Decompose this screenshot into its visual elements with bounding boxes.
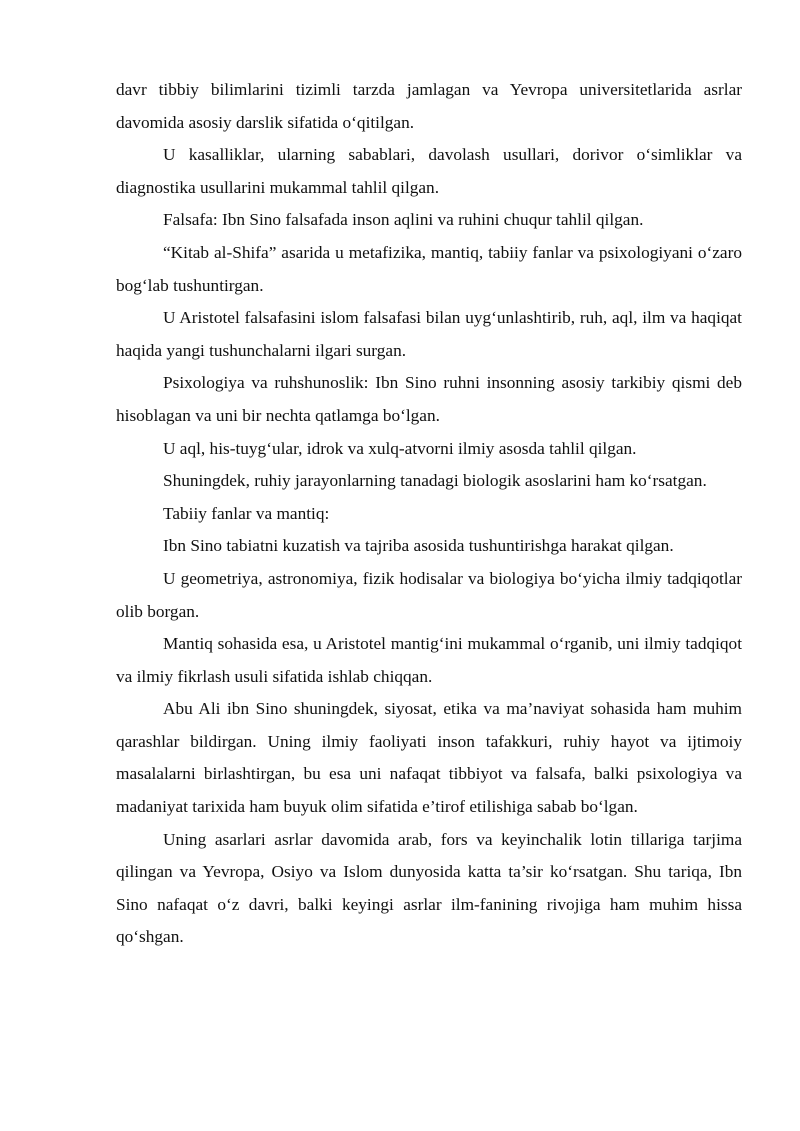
paragraph-politics-ethics: Abu Ali ibn Sino shuningdek, siyosat, etika va ma’naviyat sohasida ham muhim qarashlar bildirgan. Uning ilmiy faoliyati inson tafakkuri, ruhiy hayot va ijtimoiy masalalarni birlashtirgan, bu esa uni nafaqat tibbiyot va falsafa, balki psixologiya va madaniyat tarixida ham buyuk olim sifatida e’tirof etilishiga sabab bo‘lgan. [116, 699, 742, 817]
paragraph-philosophy: Falsafa: Ibn Sino falsafada inson aqlini va ruhini chuqur tahlil qilgan. [163, 210, 644, 230]
paragraph-logic: Mantiq sohasida esa, u Aristotel mantig‘ini mukammal o‘rganib, uni ilmiy tadqiqot va ilmiy fikrlash usuli sifatida ishlab chiqqan. [116, 634, 742, 686]
paragraph-observation: Ibn Sino tabiatni kuzatish va tajriba asosida tushuntirishga harakat qilgan. [163, 536, 674, 556]
paragraph-aristotle-philosophy: U Aristotel falsafasini islom falsafasi bilan uyg‘unlashtirib, ruh, aql, ilm va haqiqat haqida yangi tushunchalarni ilgari surgan. [116, 308, 742, 360]
paragraph-intellect: U aql, his-tuyg‘ular, idrok va xulq-atvorni ilmiy asosda tahlil qilgan. [163, 438, 637, 458]
paragraph-translations: Uning asarlari asrlar davomida arab, fors va keyinchalik lotin tillariga tarjima qilingan va Yevropa, Osiyo va Islom dunyosida katta ta’sir ko‘rsatgan. Shu tariqa, Ibn Sino nafaqat o‘z davri, balki keyingi asrlar ilm-fanining rivojiga ham muhim hissa qo‘shgan. [116, 829, 742, 947]
paragraph-biological-basis: Shuningdek, ruhiy jarayonlarning tanadagi biologik asoslarini ham ko‘rsatgan. [163, 471, 707, 491]
paragraph-natural-sciences-heading: Tabiiy fanlar va mantiq: [163, 503, 330, 523]
paragraph-geometry: U geometriya, astronomiya, fizik hodisalar va biologiya bo‘yicha ilmiy tadqiqotlar olib borgan. [116, 568, 742, 621]
paragraph-continuation: davr tibbiy bilimlarini tizimli tarzda jamlagan va Yevropa universitetlarida asrlar davomida asosiy darslik sifatida o‘qitilgan. [116, 80, 742, 132]
paragraph-psychology: Psixologiya va ruhshunoslik: Ibn Sino ruhni insonning asosiy tarkibiy qismi deb hisoblagan va uni bir nechta qatlamga bo‘lgan. [116, 373, 742, 425]
paragraph-kitab-al-shifa: “Kitab al-Shifa” asarida u metafizika, mantiq, tabiiy fanlar va psixologiyani o‘zaro bog‘lab tushuntirgan. [116, 242, 742, 295]
paragraph-diseases: U kasalliklar, ularning sabablari, davolash usullari, dorivor o‘simliklar va diagnostika usullarini mukammal tahlil qilgan. [116, 145, 742, 197]
